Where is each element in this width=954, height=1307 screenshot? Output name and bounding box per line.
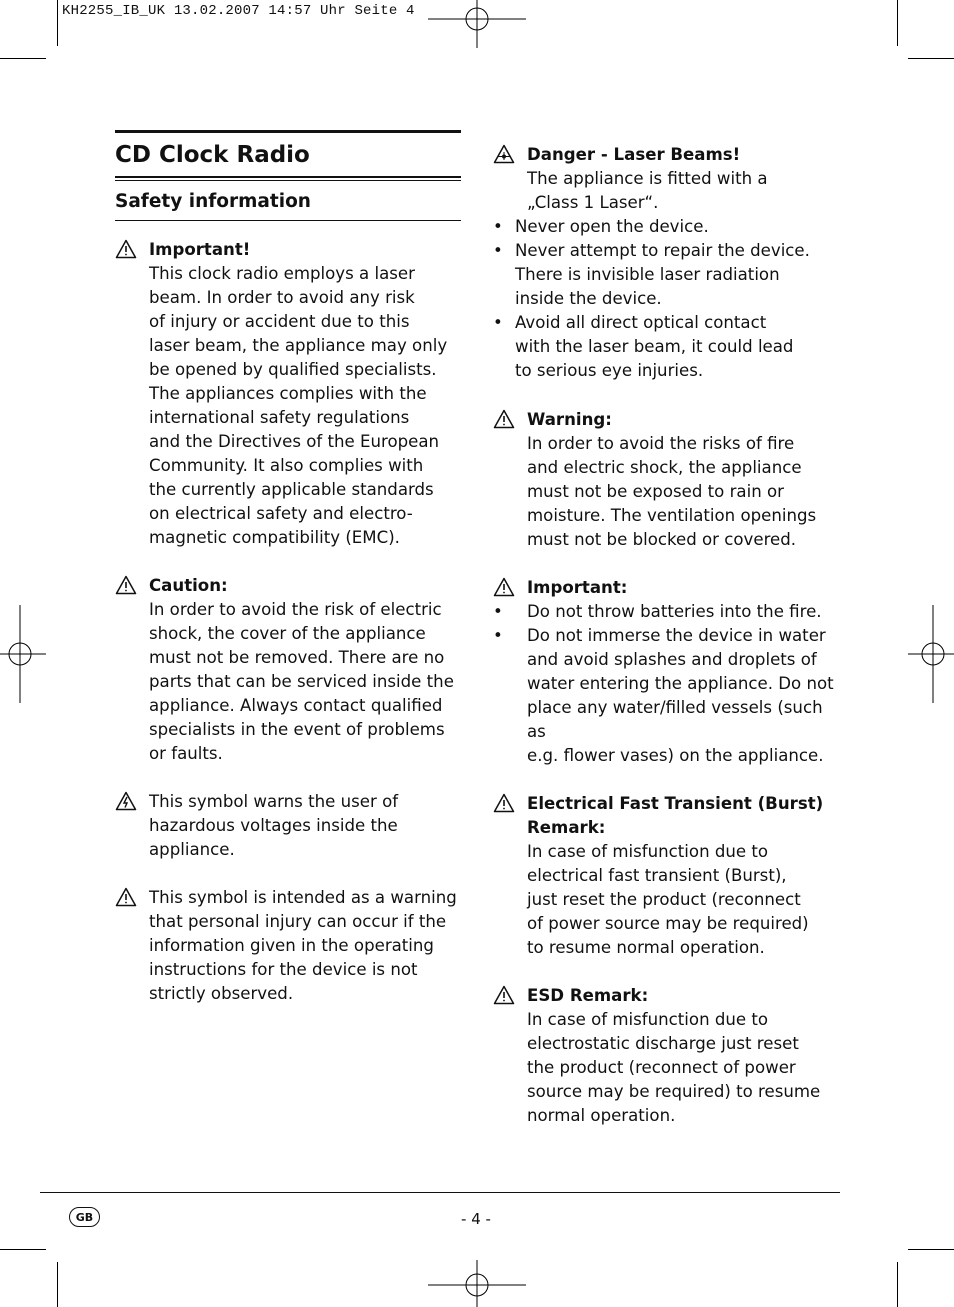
warning-triangle-icon xyxy=(493,577,515,597)
text-line: In order to avoid the risks of fire xyxy=(527,434,795,453)
block-heading: Important! xyxy=(149,240,251,259)
text-line: This symbol is intended as a warning xyxy=(149,888,457,907)
crop-mark xyxy=(57,1262,58,1307)
block-heading: ESD Remark: xyxy=(527,986,649,1005)
warning-block xyxy=(493,408,843,552)
text-line: Do not immerse the device in water xyxy=(527,626,826,645)
text-line: specialists in the event of problems xyxy=(149,720,445,739)
text-line: international safety regulations xyxy=(149,408,410,427)
important-bullet-list xyxy=(493,600,843,768)
crop-mark xyxy=(897,1262,898,1307)
list-item: • Do not throw batteries into the fire. xyxy=(493,600,843,624)
text-line: of injury or accident due to this xyxy=(149,312,410,331)
text-line: to resume normal operation. xyxy=(527,938,765,957)
text-line: and electric shock, the appliance xyxy=(527,458,802,477)
crop-mark xyxy=(908,58,954,59)
text-line: hazardous voltages inside the xyxy=(149,816,398,835)
warning-triangle-icon xyxy=(493,793,515,813)
registration-mark-icon xyxy=(428,1260,526,1307)
text-line: and avoid splashes and droplets of xyxy=(527,650,817,669)
text-line: This symbol warns the user of xyxy=(149,792,399,811)
text-line: with the laser beam, it could lead xyxy=(515,337,794,356)
section-title: Safety information xyxy=(115,191,311,212)
text-line: inside the device. xyxy=(515,289,662,308)
crop-mark xyxy=(57,0,58,46)
important-block xyxy=(115,238,461,550)
warning-triangle-icon xyxy=(493,409,515,429)
registration-mark-icon xyxy=(428,0,526,48)
text-line: appliance. xyxy=(149,840,235,859)
text-line: There is invisible laser radiation xyxy=(515,265,780,284)
text-line: The appliances complies with the xyxy=(149,384,427,403)
page-number: - 4 - xyxy=(461,1210,491,1228)
text-line: Never open the device. xyxy=(515,217,709,236)
block-heading: Remark: xyxy=(527,818,606,837)
text-line: information given in the operating xyxy=(149,936,434,955)
right-column xyxy=(493,143,843,1128)
text-line: that personal injury can occur if the xyxy=(149,912,447,931)
country-badge: GB xyxy=(69,1207,100,1227)
text-line: strictly observed. xyxy=(149,984,294,1003)
crop-mark xyxy=(0,58,46,59)
list-item: • Avoid all direct optical contact with the laser beam, it could lead to serious eye injuries. xyxy=(493,311,843,383)
block-heading: Warning: xyxy=(527,410,612,429)
text-line: must not be exposed to rain or xyxy=(527,482,784,501)
text-line: place any water/filled vessels (such as xyxy=(527,698,823,741)
crop-mark xyxy=(897,0,898,46)
text-line: electrostatic discharge just reset xyxy=(527,1034,799,1053)
text-line: beam. In order to avoid any risk xyxy=(149,288,415,307)
text-line: Avoid all direct optical contact xyxy=(515,313,767,332)
registration-mark-icon xyxy=(0,605,46,703)
text-line: The appliance is fitted with a xyxy=(527,169,768,188)
text-line: „Class 1 Laser“. xyxy=(527,193,659,212)
list-item: • Never open the device. xyxy=(493,215,843,239)
text-line: be opened by qualified specialists. xyxy=(149,360,437,379)
laser-warning-icon xyxy=(493,144,515,164)
registration-mark-icon xyxy=(908,605,954,703)
text-line: must not be removed. There are no xyxy=(149,648,445,667)
text-line: on electrical safety and electro- xyxy=(149,504,413,523)
text-line: In case of misfunction due to xyxy=(527,842,769,861)
warning-symbol-block xyxy=(115,886,461,1006)
text-line: shock, the cover of the appliance xyxy=(149,624,426,643)
page-title: CD Clock Radio xyxy=(115,142,310,168)
laser-bullet-list xyxy=(493,215,843,383)
block-heading: Important: xyxy=(527,578,628,597)
text-line: appliance. Always contact qualified xyxy=(149,696,443,715)
laser-danger-block xyxy=(493,143,843,215)
burst-remark-block xyxy=(493,792,843,960)
print-slug: KH2255_IB_UK 13.02.2007 14:57 Uhr Seite 4 xyxy=(62,3,415,19)
block-heading: Electrical Fast Transient (Burst) xyxy=(527,794,824,813)
text-line: Do not throw batteries into the fire. xyxy=(527,602,822,621)
caution-block xyxy=(115,574,461,766)
text-line: instructions for the device is not xyxy=(149,960,418,979)
list-item: • Never attempt to repair the device. There is invisible laser radiation inside the device. xyxy=(493,239,843,311)
text-line: In order to avoid the risk of electric xyxy=(149,600,442,619)
text-line: Community. It also complies with xyxy=(149,456,424,475)
block-heading: Caution: xyxy=(149,576,228,595)
text-line: just reset the product (reconnect xyxy=(527,890,801,909)
high-voltage-triangle-icon xyxy=(115,791,137,811)
warning-triangle-icon xyxy=(115,575,137,595)
text-line: source may be required) to resume xyxy=(527,1082,821,1101)
footer-rule xyxy=(40,1192,840,1193)
text-line: This clock radio employs a laser xyxy=(149,264,415,283)
voltage-symbol-block xyxy=(115,790,461,862)
text-line: normal operation. xyxy=(527,1106,676,1125)
title-rule xyxy=(115,176,461,178)
esd-remark-block xyxy=(493,984,843,1128)
list-item: • Do not immerse the device in water and avoid splashes and droplets of water entering the appliance. Do not place any water/filled vessels (such as e.g. flower vases) on the appliance. xyxy=(493,624,843,768)
warning-triangle-icon xyxy=(115,887,137,907)
left-column xyxy=(115,130,461,1006)
text-line: must not be blocked or covered. xyxy=(527,530,797,549)
text-line: magnetic compatibility (EMC). xyxy=(149,528,400,547)
text-line: laser beam, the appliance may only xyxy=(149,336,448,355)
crop-mark xyxy=(0,1249,46,1250)
text-line: the product (reconnect of power xyxy=(527,1058,796,1077)
text-line: Never attempt to repair the device. xyxy=(515,241,810,260)
warning-triangle-icon xyxy=(493,985,515,1005)
text-line: moisture. The ventilation openings xyxy=(527,506,817,525)
block-heading: Danger - Laser Beams! xyxy=(527,145,741,164)
text-line: In case of misfunction due to xyxy=(527,1010,769,1029)
text-line: to serious eye injuries. xyxy=(515,361,704,380)
text-line: or faults. xyxy=(149,744,223,763)
warning-triangle-icon xyxy=(115,239,137,259)
crop-mark xyxy=(908,1249,954,1250)
text-line: e.g. flower vases) on the appliance. xyxy=(527,746,824,765)
important-batteries-block xyxy=(493,576,843,600)
text-line: electrical fast transient (Burst), xyxy=(527,866,787,885)
text-line: and the Directives of the European xyxy=(149,432,440,451)
text-line: water entering the appliance. Do not xyxy=(527,674,834,693)
text-line: the currently applicable standards xyxy=(149,480,434,499)
text-line: of power source may be required) xyxy=(527,914,809,933)
text-line: parts that can be serviced inside the xyxy=(149,672,454,691)
